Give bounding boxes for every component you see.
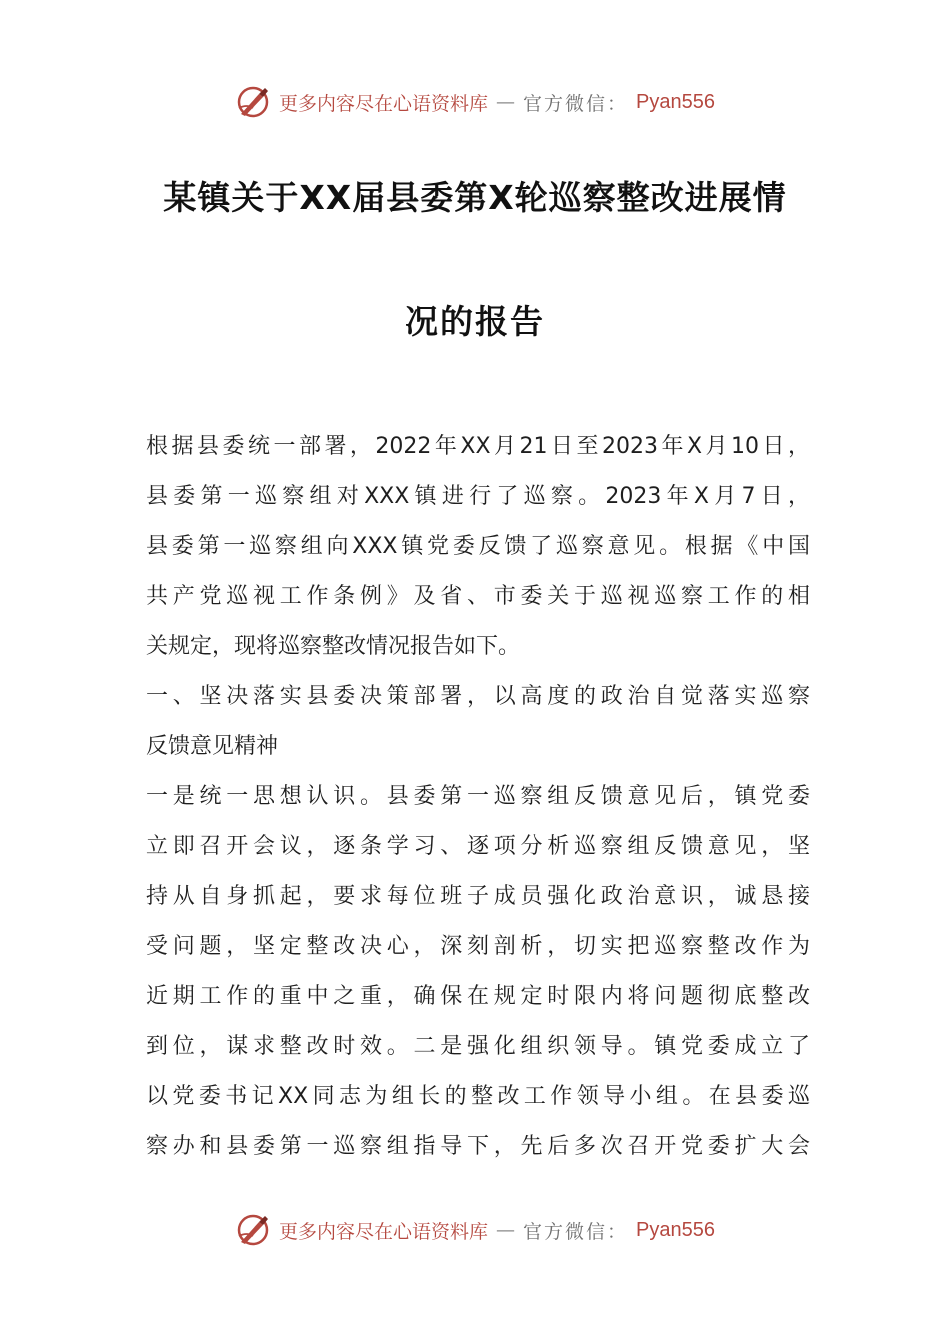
body-line: 到位，谋求整改时效。二是强化组织领导。镇党委成立了 <box>146 1034 810 1059</box>
section-heading-line: 反馈意见精神 <box>146 734 279 759</box>
header-banner <box>0 80 950 124</box>
body-line: 县委第一巡察组向XXX镇党委反馈了巡察意见。根据《中国 <box>146 534 810 559</box>
body-line: 共产党巡视工作条例》及省、市委关于巡视巡察工作的相 <box>146 584 810 609</box>
banner-dash: — <box>496 91 516 113</box>
body-line: 察办和县委第一巡察组指导下，先后多次召开党委扩大会 <box>146 1134 810 1159</box>
body-line: 关规定，现将巡察整改情况报告如下。 <box>146 634 521 659</box>
footer-banner <box>0 1208 950 1252</box>
body-line: 一是统一思想认识。县委第一巡察组反馈意见后，镇党委 <box>146 784 810 809</box>
banner-wechat-id: Pyan556 <box>636 1218 715 1241</box>
banner-wechat-label: 官方微信： <box>523 92 629 115</box>
pen-logo-icon <box>235 1212 271 1248</box>
body-line: 近期工作的重中之重，确保在规定时限内将问题彻底整改 <box>146 984 810 1009</box>
document-title-line-2: 况的报告 <box>405 302 545 341</box>
banner-brand-text: 更多内容尽在心语资料库 <box>279 92 489 115</box>
pen-logo-icon <box>235 84 271 120</box>
body-line: 以党委书记XX同志为组长的整改工作领导小组。在县委巡 <box>146 1084 810 1109</box>
body-line: 根据县委统一部署，2022年XX月21日至2023年X月10日， <box>146 434 810 459</box>
banner-dash: — <box>496 1219 516 1241</box>
banner-brand-text: 更多内容尽在心语资料库 <box>279 1220 489 1243</box>
banner-wechat-id: Pyan556 <box>636 90 715 113</box>
document-title-line-1: 某镇关于XX届县委第X轮巡察整改进展情 <box>163 178 787 217</box>
body-line: 受问题，坚定整改决心，深刻剖析，切实把巡察整改作为 <box>146 934 810 959</box>
section-heading-line: 一、坚决落实县委决策部署，以高度的政治自觉落实巡察 <box>146 684 810 709</box>
body-line: 立即召开会议，逐条学习、逐项分析巡察组反馈意见，坚 <box>146 834 810 859</box>
body-line: 县委第一巡察组对XXX镇进行了巡察。2023年X月7日， <box>146 484 810 509</box>
body-line: 持从自身抓起，要求每位班子成员强化政治意识，诚恳接 <box>146 884 810 909</box>
banner-wechat-label: 官方微信： <box>523 1220 629 1243</box>
